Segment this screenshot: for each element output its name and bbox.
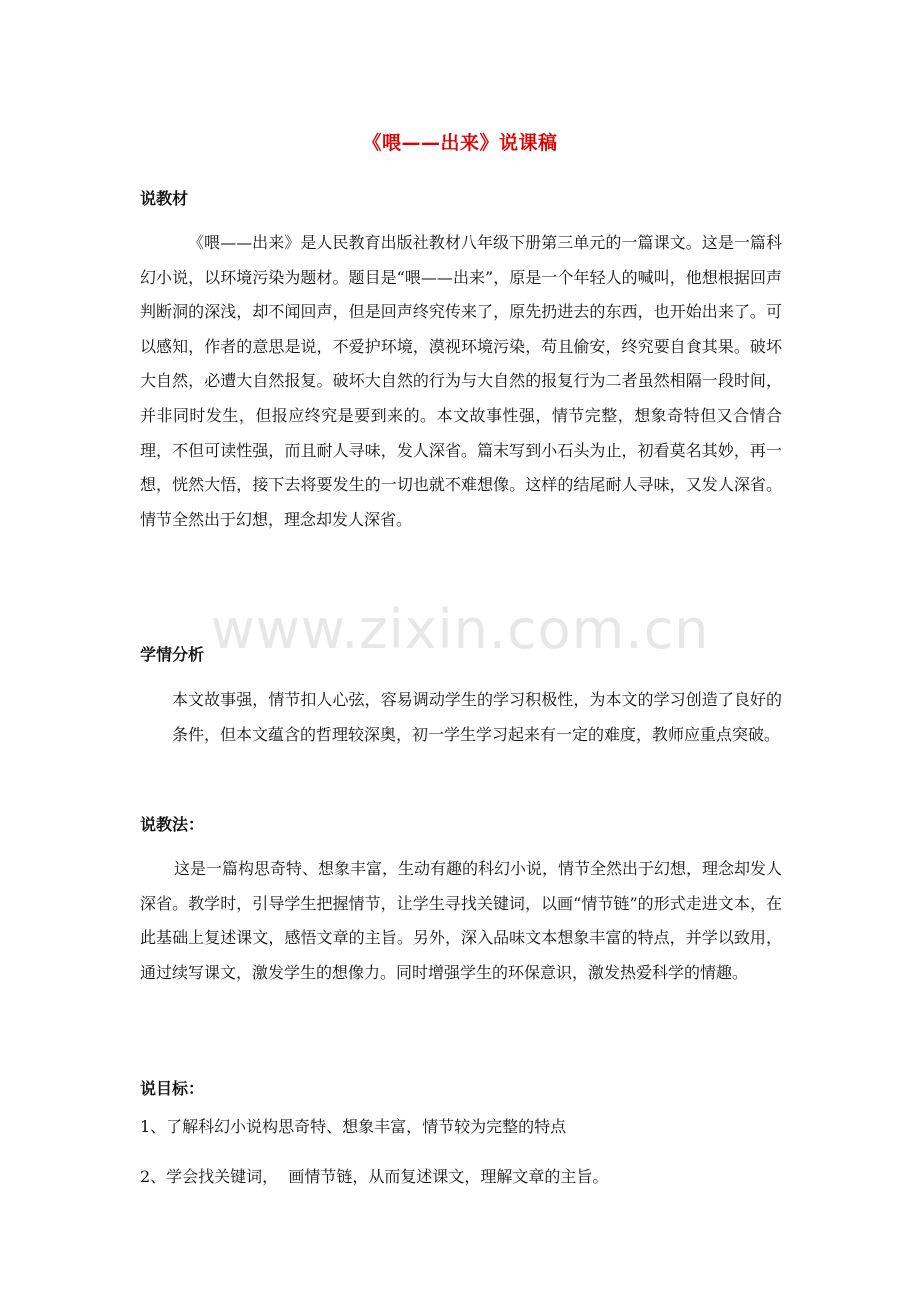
document-title: 《喂——出来》说课稿 xyxy=(362,132,558,154)
heading-method: 说教法： xyxy=(140,815,205,834)
goal-item-2: 2、学会找关键词， 画情节链，从而复述课文，理解文章的主旨。 xyxy=(140,1167,609,1186)
heading-analysis: 学情分析 xyxy=(140,645,205,664)
goal-item-1: 1、了解科幻小说构思奇特、想象丰富，情节较为完整的特点 xyxy=(140,1117,567,1136)
paragraph-analysis: 本文故事强，情节扣人心弦，容易调动学生的学习积极性，为本文的学习创造了良好的条件，但本文蕴含的哲理较深奥，初一学生学习起来有一定的难度，教师应重点突破。 xyxy=(172,690,782,744)
heading-material: 说教材 xyxy=(140,189,189,208)
watermark: www.zixin.com.cn xyxy=(210,598,710,661)
paragraph-material: 《喂——出来》是人民教育出版社教材八年级下册第三单元的一篇课文。这是一篇科幻小说，以环境污染为题材。题目是“喂——出来”，原是一个年轻人的喊叫，他想根据回声判断洞的深浅，却不闻回声，但是回声终究传来了，原先扔进去的东西，也开始出来了。可以感知，作者的意思是说，不爱护环境，漠视环境污染，苟且偷安，终究要自食其果。破坏大自然，必遭大自然报复。破坏大自然的行为与大自然的报复行为二者虽然相隔一段时间，并非同时发生，但报应终究是要到来的。本文故事性强，情节完整，想象奇特但又合情合理，不但可读性强，而且耐人寻味，发人深省。篇末写到小石头为止，初看莫名其妙，再一想，恍然大悟，接下去将要发生的一切也就不难想像。这样的结尾耐人寻味，又发人深省。情节全然出于幻想，理念却发人深省。 xyxy=(140,233,782,529)
heading-goals: 说目标： xyxy=(140,1079,205,1098)
paragraph-method: 这是一篇构思奇特、想象丰富，生动有趣的科幻小说，情节全然出于幻想，理念却发人深省。教学时，引导学生把握情节，让学生寻找关键词，以画“情节链”的形式走进文本，在此基础上复述课文，感悟文章的主旨。另外，深入品味文本想象丰富的特点，并学以致用，通过续写课文，激发学生的想像力。同时增强学生的环保意识，激发热爱科学的情趣。 xyxy=(140,859,783,982)
